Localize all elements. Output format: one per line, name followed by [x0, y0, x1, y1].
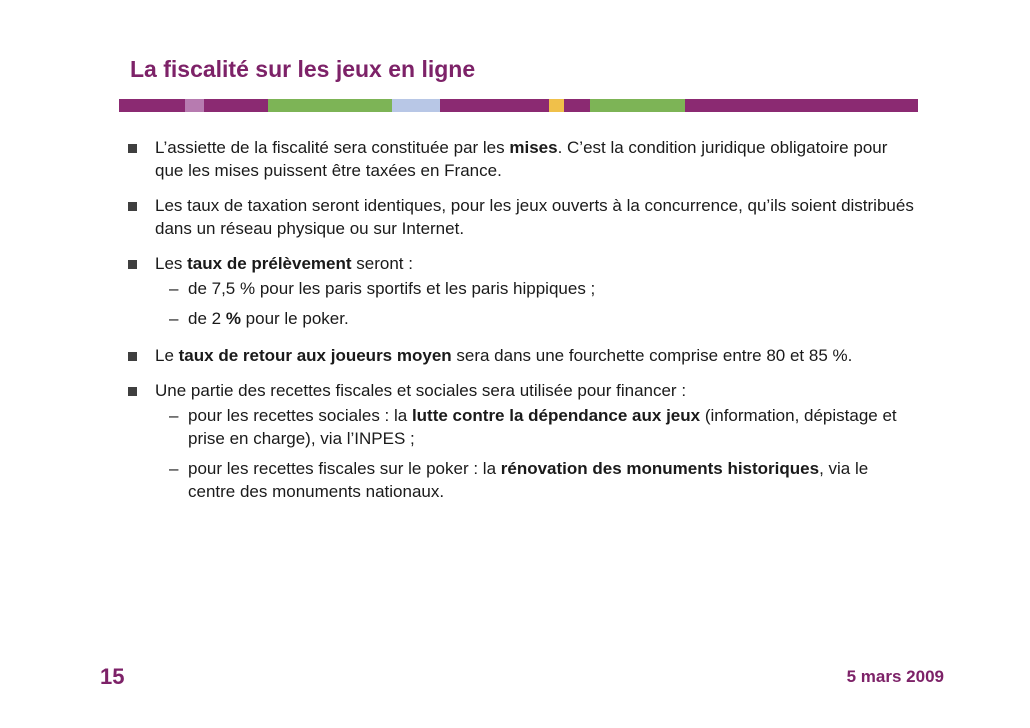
slide-title: La fiscalité sur les jeux en ligne	[130, 56, 476, 82]
color-bar-segment	[119, 99, 185, 112]
bullet-item: Les taux de taxation seront identiques, pour les jeux ouverts à la concurrence, qu’ils soient distribués dans un réseau physique ou sur Internet.	[128, 194, 918, 240]
sub-bullet-item: – de 7,5 % pour les paris sportifs et les paris hippiques ;	[169, 279, 596, 298]
color-bar-segment	[268, 99, 392, 112]
sub-bullet-item: – pour les recettes fiscales sur le poker : la rénovation des monuments historiques, via le centre des monuments nationaux.	[169, 459, 869, 501]
color-bar-segment	[204, 99, 268, 112]
slide-content	[128, 136, 918, 510]
color-bar-segment	[685, 99, 918, 112]
sub-bullet-item: – de 2 % pour le poker.	[169, 309, 349, 328]
bullet-square-icon	[128, 202, 137, 211]
bullet-item: L’assiette de la fiscalité sera constituée par les mises. C’est la condition juridique obligatoire pour que les mises puissent être taxées en France.	[128, 136, 918, 182]
bullet-square-icon	[128, 387, 137, 396]
color-bar-segment	[549, 99, 564, 112]
bullet-square-icon	[128, 352, 137, 361]
color-bar-segment	[392, 99, 440, 112]
dash-icon: –	[169, 406, 179, 425]
bullet-square-icon	[128, 260, 137, 269]
sub-bullet-item: – pour les recettes sociales : la lutte contre la dépendance aux jeux (information, dépistage et prise en charge), via l’INPES ;	[169, 406, 897, 448]
bullet-square-icon	[128, 144, 137, 153]
color-bar-segment	[185, 99, 204, 112]
color-bar-segment	[440, 99, 549, 112]
bullet-item: Une partie des recettes fiscales et sociales sera utilisée pour financer :	[128, 379, 918, 402]
bullet-item: Les taux de prélèvement seront :	[128, 252, 918, 275]
footer-date: 5 mars 2009	[846, 667, 944, 686]
dash-icon: –	[169, 309, 179, 328]
color-bar-segment	[564, 99, 590, 112]
dash-icon: –	[169, 279, 179, 298]
decorative-color-bar	[119, 99, 918, 112]
dash-icon: –	[169, 459, 179, 478]
bullet-item: Le taux de retour aux joueurs moyen sera dans une fourchette comprise entre 80 et 85 %.	[128, 344, 918, 367]
page-number: 15	[100, 664, 125, 689]
color-bar-segment	[590, 99, 685, 112]
